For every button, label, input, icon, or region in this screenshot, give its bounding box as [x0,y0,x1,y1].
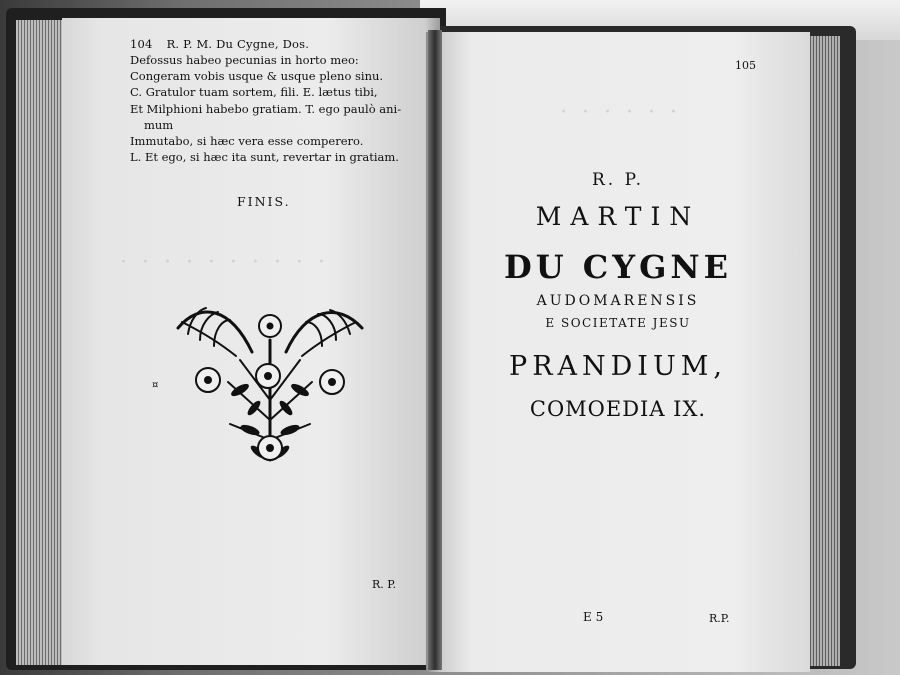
verse-line: Immutabo, si hæc vera esse comperero. [130,134,364,149]
catchword-left: R. P. [372,578,396,591]
page-number-right: 105 [735,59,756,72]
page-number-left: 104 [130,37,153,51]
verse-line: Et Milphioni habebo gratiam. T. ego paulò ani- [130,101,402,116]
title-prandium: PRANDIUM, [509,351,727,382]
bleed-through: · · · · · · [560,100,681,125]
catchword-right: R.P. [709,612,730,625]
book-gutter [428,30,442,670]
ink-mark: ¤ [152,380,159,391]
title-initials: R. P. [591,170,644,190]
verse-line: C. Gratulor tuam sortem, fili. E. lætus tibi, [130,85,378,100]
bleed-through: · · · · · · · · · · [120,250,329,275]
running-head [130,37,309,51]
verse-block [130,52,430,165]
title-comoedia: COMOEDIA IX. [529,397,707,421]
flower-ornament [170,300,370,472]
page-edges-right [808,36,840,666]
verse-line: Congeram vobis usque & usque pleno sinu. [130,69,384,84]
title-martin: MARTIN [535,202,701,231]
title-du-cygne: DU CYGNE [503,248,733,286]
verse-line: Defossus habeo pecunias in horto meo: [130,53,359,67]
verse-line: L. Et ego, si hæc ita sunt, revertar in gratiam. [130,150,399,165]
running-head-text: R. P. M. Du Cygne, Dos. [166,37,310,51]
title-audomarensis: AUDOMARENSIS [536,293,700,309]
signature-mark: E 5 [583,610,604,624]
title-societate: E SOCIETATE JESU [545,316,691,330]
finis-label: FINIS. [237,194,291,209]
verse-line: mum [144,117,174,132]
